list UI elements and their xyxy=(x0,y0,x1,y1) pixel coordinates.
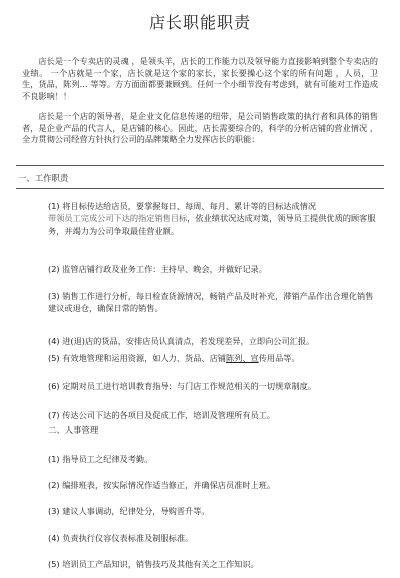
duty-item-1 xyxy=(48,200,380,237)
personnel-item-4: (4) 负责执行仪容仪表标准及制服标准。 xyxy=(48,533,194,543)
section-heading-duties: 一、工作职责 xyxy=(18,173,69,183)
divider-line xyxy=(16,188,384,189)
duty-item-5-text-a: (5) 有效地管理和运用资源，如人力、货品、店铺 xyxy=(48,353,226,363)
personnel-item-5: (5) 培训员工产品知识，销售技巧及其他有关之工作知识。 xyxy=(48,559,259,569)
duty-item-1-line-a: (1) 将目标传达给店员，要掌握每日、每周、每月、累计等的目标达成情况 xyxy=(48,201,317,211)
personnel-item-3: (3) 建议人事调动，纪律处分，导购晋升等。 xyxy=(48,506,210,516)
duty-item-1-gray-text: 带领员工完成公司下达的指定销售目标 xyxy=(48,213,188,224)
duty-item-5-text-b: 传用品等。 xyxy=(258,353,300,363)
intro-paragraph-1: 店长是一个专卖店的灵魂 ，是领头羊，店长的工作能力以及领导能力直接影响到整个专卖店的业绩。 一个店就是一个家，店长就是这个家的家长，家长要操心这个家的所有问题 ，人员，卫生，货品，陈列… 等等。方方面面都要兼顾到。任何一个小细节没有考虑到，就有可能对工作造成不良影响！！ xyxy=(22,56,378,101)
duty-item-4: (4) 进(退)店的货品，安排店员认真清点，若发现差异，立即向公司汇报。 xyxy=(48,336,315,346)
duty-item-2: (2) 监管店铺行政及业务工作：主持早、晚会，并做好记录。 xyxy=(48,264,267,274)
duty-item-5 xyxy=(48,352,380,364)
divider-line xyxy=(16,165,384,166)
duty-item-6: (6) 定期对员工进行培训教育指导：与门店工作规范相关的一切规章制度。 xyxy=(48,381,317,391)
section-heading-personnel: 二、人事管理 xyxy=(48,425,99,435)
document-title: 店长职能职责 xyxy=(148,13,251,32)
duty-item-3: (3) 销售工作进行分析，每日检查货源情况，畅销产品及时补充，滞销产品作出合理化销售建议或退仓，确保日常的销售。 xyxy=(48,291,374,314)
personnel-item-2: (2) 编排班表，按实际情况作适当修正，并确保店员准时上班。 xyxy=(48,480,276,490)
intro-paragraph-2: 店长是一个店的领导者，是企业文化信息传递的纽带，是公司销售政策的执行者和具体的销售者，是企业产品的代言人，是店铺的核心。因此，店长需要综合的，科学的分析店铺的营业情况 ，全力贯彻公司经营方针执行公司的品牌策略全力发挥店长的职能： xyxy=(22,111,378,145)
personnel-item-1: (1) 指导员工之纪律及考勤。 xyxy=(48,454,153,464)
duty-item-5-underlined: 陈列、宣 xyxy=(225,353,259,363)
duty-item-7: (7) 传达公司下达的各项目及促成工作，培训及管理所有员工。 xyxy=(48,410,276,420)
duty-item-1-line-b: ，依业绩状况达成对策，领导员工提供优质的顾客服务，并竭力为公司争取最佳营业额。 xyxy=(48,213,376,236)
